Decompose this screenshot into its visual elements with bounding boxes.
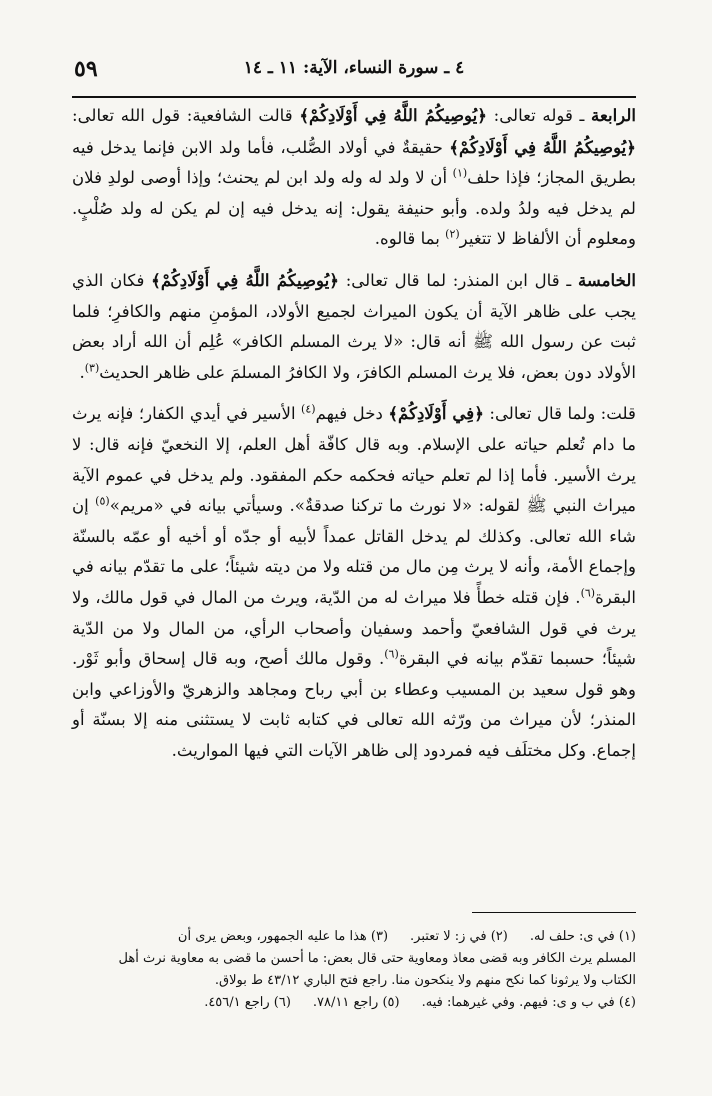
footnote-ref[interactable]: (٦) — [580, 586, 596, 600]
text-run: الأسير في أيدي الكفار؛ فإنه يرث ما دام تُعلم حياته على الإسلام. وبه قال كافّة أهل العلم، إلا النخعيّ فإنه قال: لا يرث الأسير. فأما إذا لم تعلم حياته فحكمه حكم المفقود. ولم يدخل في عموم الآية ميراث النبي ﷺ لقوله: «لا نورث ما تركنا صدقةٌ». وسيأتي بيانه في «مريم» — [72, 404, 637, 516]
footnote-2: (٢) في ز: لا تعتبر. — [410, 929, 508, 944]
footnote-line — [72, 926, 636, 948]
running-title: ٤ ـ سورة النساء، الآية: ١١ ـ ١٤ — [243, 58, 465, 78]
footnote-6: (٦) راجع ٤٥٦/١. — [204, 995, 291, 1010]
main-text — [72, 100, 636, 776]
footnote-ref[interactable]: (٣) — [84, 361, 100, 375]
footnote-1: (١) في ى: حلف له. — [529, 929, 636, 944]
text-run: ـ قال ابن المنذر: لما قال تعالى: — [338, 270, 578, 290]
footnote-4: (٤) في ب و ى: فيهم. وفي غيرهما: فيه. — [421, 995, 636, 1010]
footnote-ref[interactable]: (١) — [452, 166, 468, 180]
footnote-ref[interactable]: (٥) — [95, 494, 110, 508]
text-run: . وقول مالك أصح، وبه قال إسحاق وأبو ثَوْر. وهو قول سعيد بن المسيب وعطاء بن أبي رباح ومجاهد والزهريّ والأوزاعي وابن المنذر؛ لأن ميراث من ورّثه الله تعالى في كتابه ثابت لا يستثنى منه إلا بسنّة أو إجماع. وكل مختلَف فيه فمردود إلى ظاهر الآيات التي فيها المواريث. — [72, 649, 636, 760]
footnote-divider — [472, 912, 636, 913]
section-heading-fifth: الخامسة — [577, 269, 636, 290]
text-run: . فإن قتله خطأً فلا ميراث له من الدّية، ويرث من المال في قول مالك، ولا يرث في قول الشافعيّ وأحمد وسفيان وأصحاب الرأي، من المال ولا من الدّية شيئاً؛ حسبما تقدّم بيانه في البقرة — [72, 587, 636, 669]
text-run: قلت: ولما قال تعالى: — [483, 404, 636, 424]
text-run: بما قالوه. — [374, 229, 446, 249]
footnote-line: المسلم يرث الكافر وبه قضى معاذ ومعاوية حتى قال بعض: ما أحسن ما قضى به معاوية نرث أهل — [118, 951, 636, 966]
footnote-line — [72, 992, 636, 1014]
footnote-ref[interactable]: (٢) — [445, 227, 460, 241]
page-header — [72, 56, 636, 98]
text-run: حقيقةٌ في أولاد الصُّلب، فأما ولد الابن فإنما يدخل فيه بطريق المجاز؛ فإذا حلف — [72, 137, 636, 188]
quran-quote: ﴿يُوصِيكُمُ اللَّهُ فِي أَوْلَادِكُمْ﴾ — [151, 269, 339, 290]
text-run: إن شاء الله تعالى. وكذلك لم يدخل القاتل عمداً لأبيه أو جدّه أو أخيه أو عمّه بالسنّة وإجماع الأمة، وأنه لا يرث مِن مال من قتله ولا من ديته شيئاً؛ على ما تقدّم بيانه في البقرة — [72, 496, 636, 607]
quran-quote: ﴿يُوصِيكُمُ اللَّهُ فِي أَوْلَادِكُمْ﴾ — [449, 136, 636, 157]
quran-quote: ﴿فِي أَوْلَادِكُمْ﴾ — [388, 403, 484, 424]
text-run: أن لا ولد له وله ولد ابن لم يحنث؛ وإذا أوصى لولدِ فلان لم يدخل فيه ولدُ ولده. وأبو حنيفة يقول: إنه يدخل فيه إن لم يكن له ولد صُلْبٍ. ومعلوم أن الألفاظ لا تتغير — [72, 168, 636, 249]
quran-quote: ﴿يُوصِيكُمُ اللَّهُ فِي أَوْلَادِكُمْ﴾ — [299, 105, 487, 125]
text-run: دخل فيهم — [315, 404, 389, 424]
footnote-ref[interactable]: (٤) — [301, 402, 316, 416]
text-run: فكان الذي يجب على ظاهر الآية أن يكون الميراث لجميع الأولاد، المؤمنِ منهم والكافرِ؛ فلما ثبت عن رسول الله ﷺ أنه قال: «لا يرث المسلم الكافر» عُلِم أن الله أراد بعض الأولاد دون بعض، فلا يرث المسلم الكافرَ، ولا الكافرُ المسلمَ على ظاهر الحديث — [72, 270, 636, 382]
paragraph-fourth — [72, 100, 636, 255]
footnote-3: (٣) هذا ما عليه الجمهور، وبعض يرى أن — [177, 929, 389, 944]
footnote-line: الكتاب ولا يرثونا كما نكح منهم ولا ينكحون منا. راجع فتح الباري ٤٣/١٢ ط بولاق. — [214, 973, 636, 988]
text-run: قالت الشافعية: قول الله تعالى: — [72, 106, 300, 125]
footnote-ref[interactable]: (٦) — [384, 647, 399, 661]
footnote-5: (٥) راجع ٧٨/١١. — [312, 995, 400, 1010]
text-run: ـ قوله تعالى: — [486, 106, 592, 125]
section-heading-fourth: الرابعة — [591, 105, 636, 125]
paragraph-commentary — [72, 398, 636, 766]
text-run: . — [79, 362, 85, 382]
paragraph-fifth — [72, 265, 636, 388]
page-number: ٥٩ — [74, 56, 98, 82]
footnotes — [72, 926, 636, 1014]
